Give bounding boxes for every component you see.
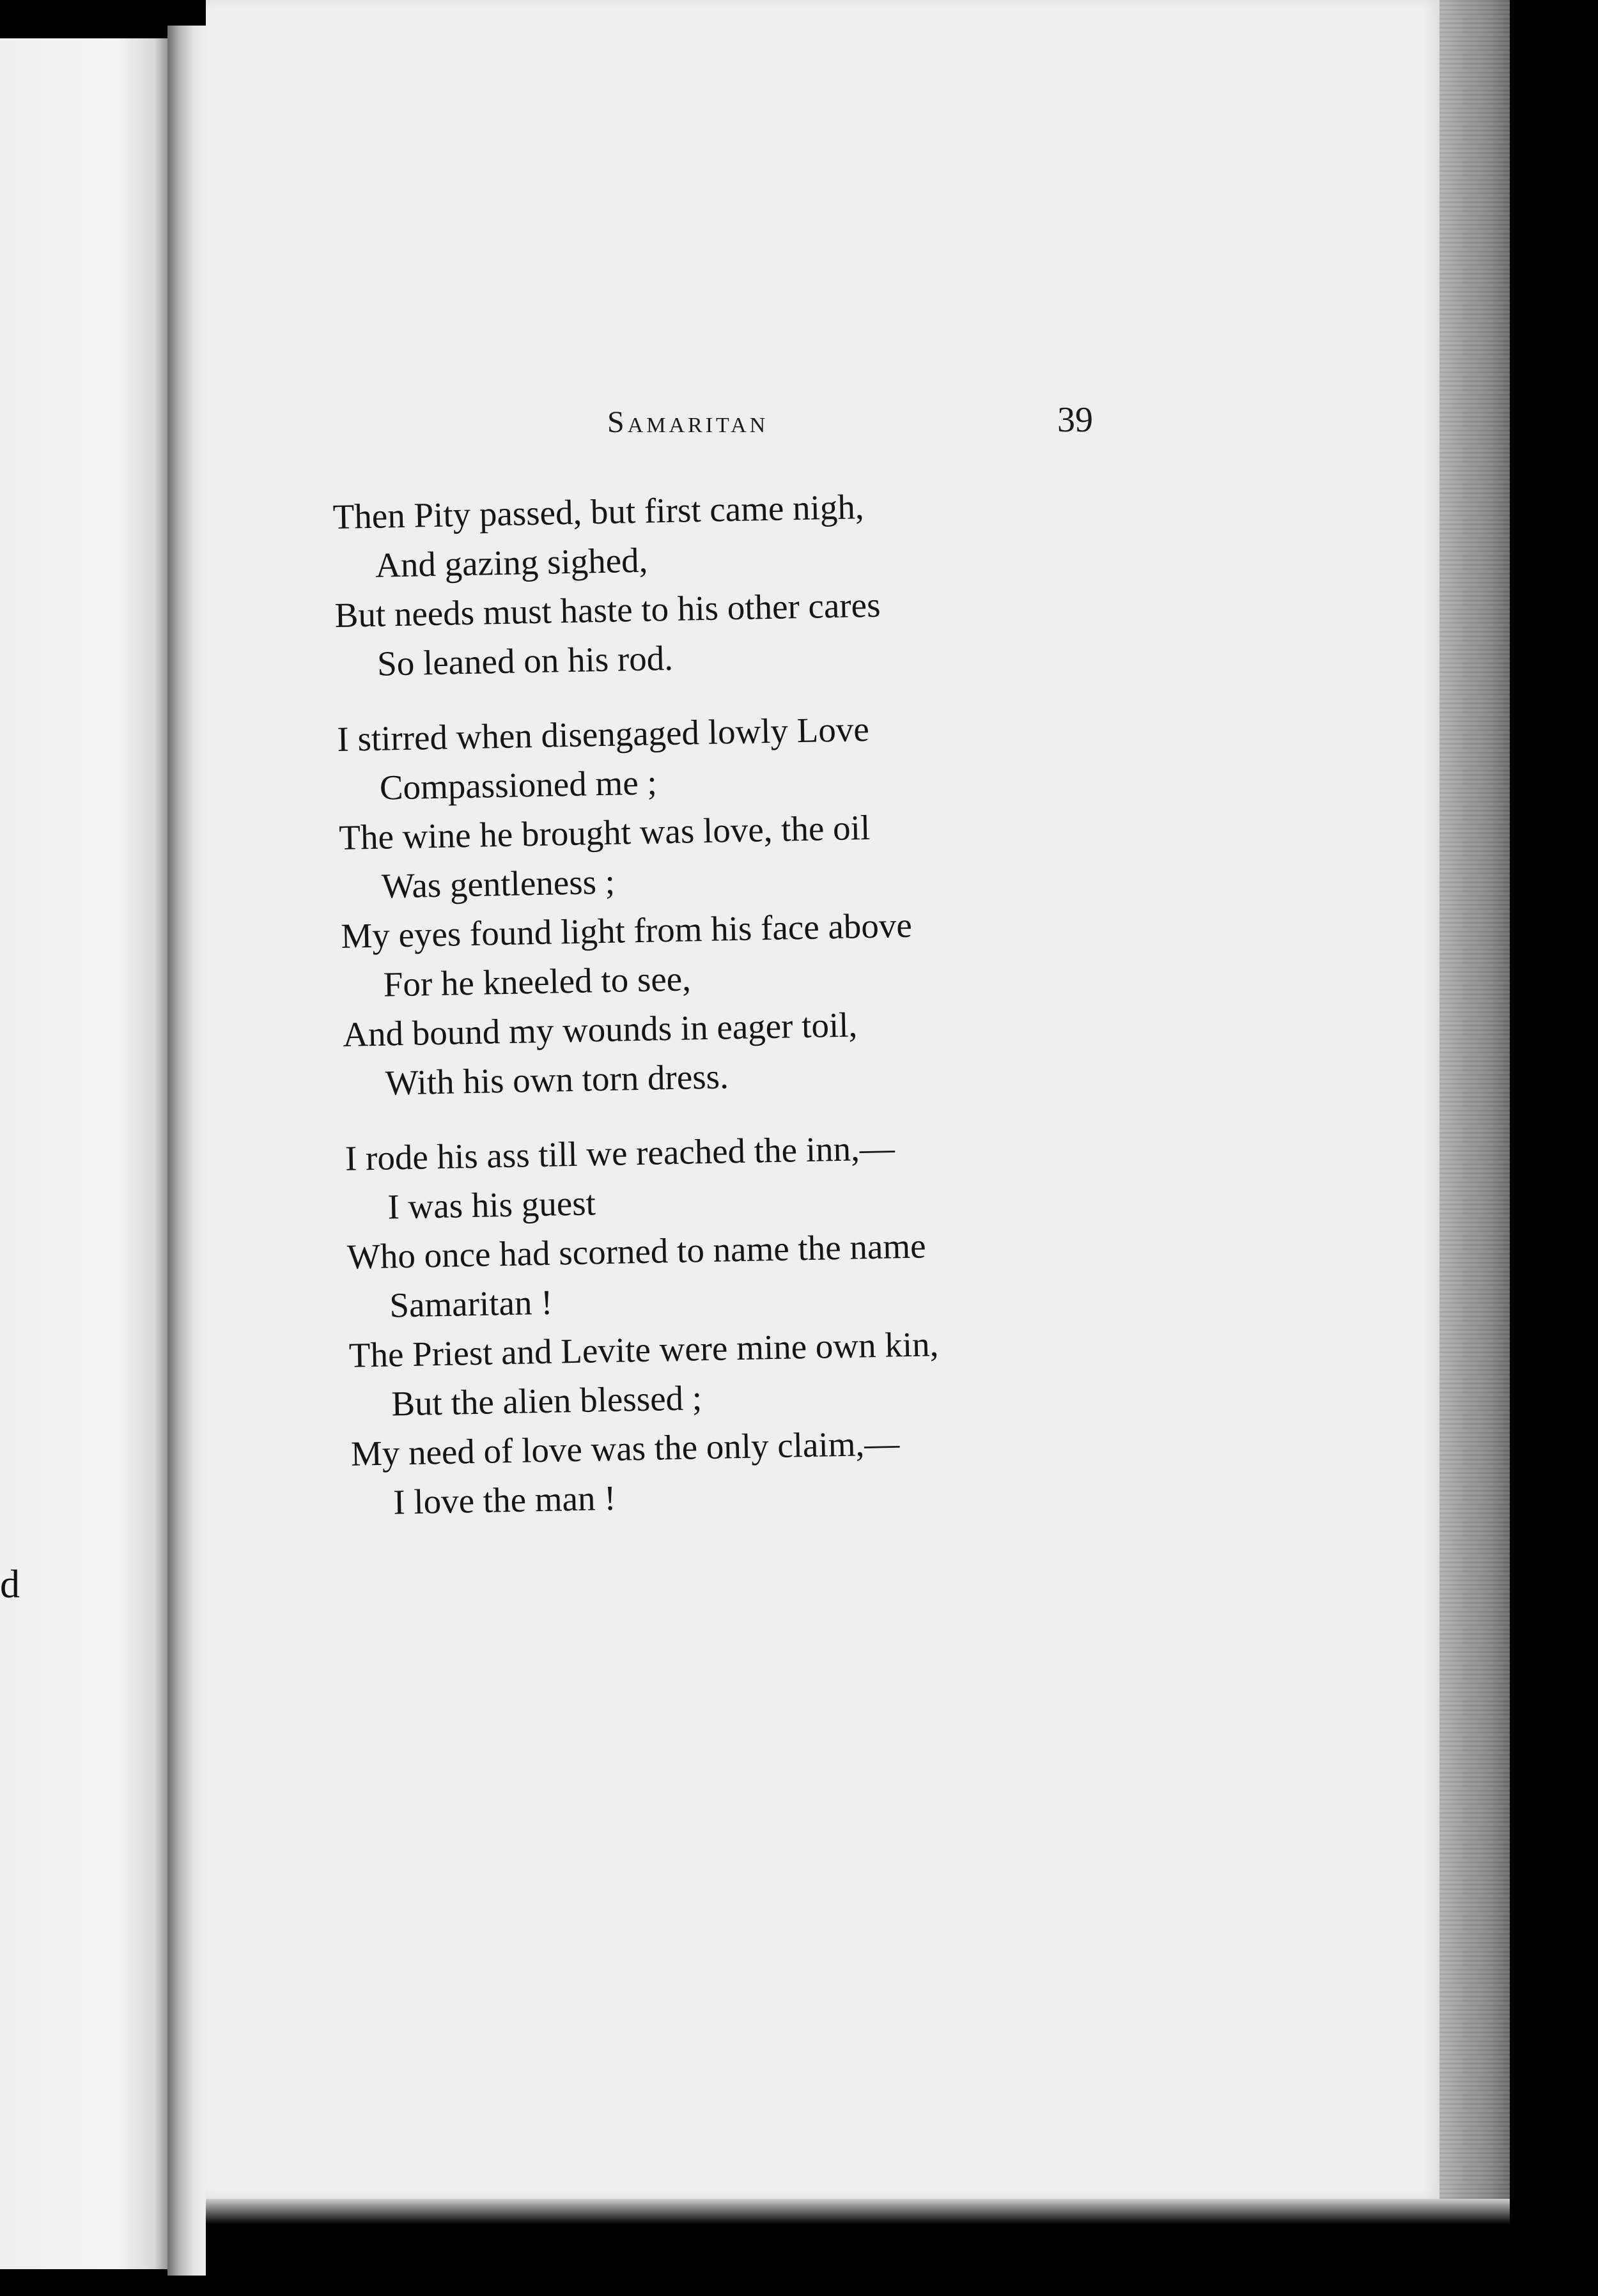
page-number: 39 xyxy=(1057,400,1093,440)
poem-line: I was his guest xyxy=(387,1183,596,1227)
poem-line: Who once had scorned to name the name xyxy=(346,1226,927,1276)
poem-line: I stirred when disengaged lowly Love xyxy=(336,709,870,759)
running-head xyxy=(332,399,1093,451)
poem-stanza xyxy=(337,699,1131,1108)
left-page-edge-text: d xyxy=(0,1563,20,1606)
bottom-shadow xyxy=(206,2199,1510,2224)
poem-line: With his own torn dress. xyxy=(385,1057,729,1103)
poem-line: My eyes found light from his face above xyxy=(340,905,913,956)
poem-line: My need of love was the only claim,— xyxy=(350,1423,900,1473)
poem-line: But needs must haste to his other cares xyxy=(334,585,881,635)
poem-body xyxy=(332,477,1139,1553)
poem-line: For he kneeled to see, xyxy=(383,959,692,1004)
poem-line: The wine he brought was love, the oil xyxy=(338,807,871,857)
poem-line: I love the man ! xyxy=(392,1478,617,1522)
book-gutter xyxy=(167,26,206,2276)
poem-line: Samaritan ! xyxy=(389,1282,554,1325)
poem-line: The Priest and Levite were mine own kin, xyxy=(348,1324,939,1375)
left-page xyxy=(0,38,167,2269)
poem-line: Then Pity passed, but first came nigh, xyxy=(332,487,865,536)
running-head-title: Samaritan xyxy=(607,405,769,439)
poem-stanza xyxy=(345,1119,1138,1527)
poem-line: And gazing sighed, xyxy=(375,540,648,585)
poem-stanza xyxy=(332,477,1122,689)
poem-line: And bound my wounds in eager toil, xyxy=(342,1005,858,1054)
poem-line: So leaned on his rod. xyxy=(376,638,674,683)
poem-line: Was gentleness ; xyxy=(381,862,616,906)
poem-line: But the alien blessed ; xyxy=(391,1378,702,1423)
poem-line: Compassioned me ; xyxy=(379,763,658,807)
page-edges xyxy=(1439,0,1510,2218)
poem-line: I rode his ass till we reached the inn,— xyxy=(345,1128,896,1178)
